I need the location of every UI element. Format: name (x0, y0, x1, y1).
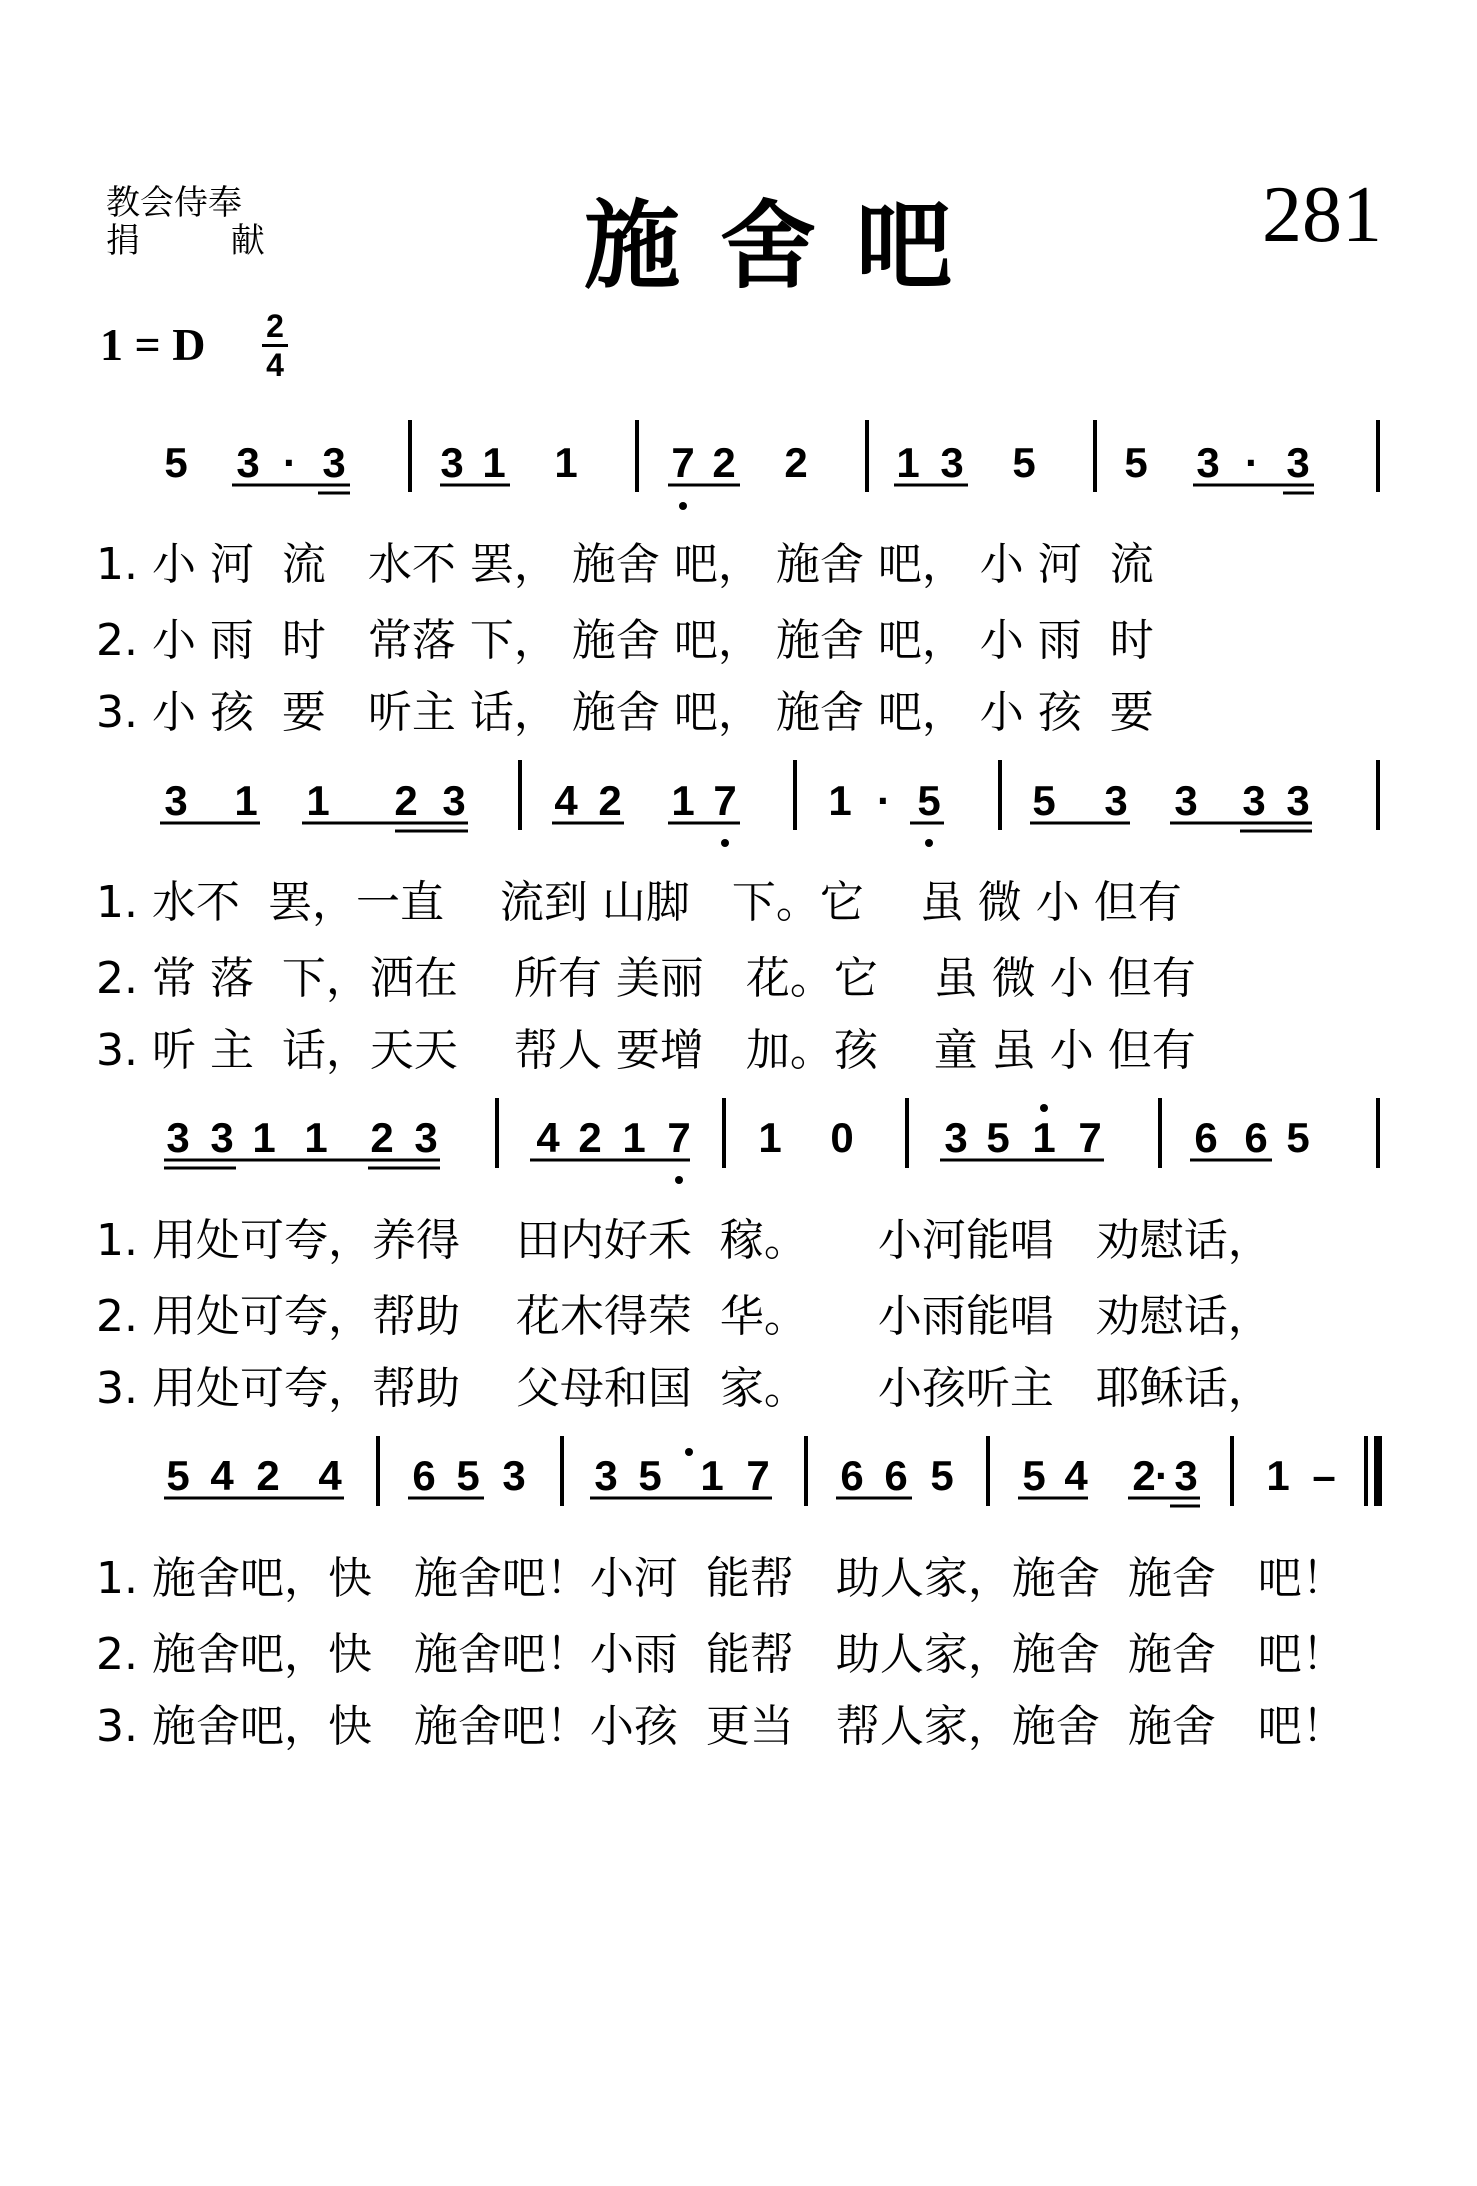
lyric-line: 1. 小 河 流 水不 罢， 施舍 吧， 施舍 吧， 小 河 流 (96, 539, 1154, 590)
svg-text:3: 3 (940, 439, 964, 486)
svg-text:1: 1 (306, 777, 330, 824)
svg-text:3: 3 (1242, 777, 1266, 824)
svg-text:1: 1 (671, 777, 695, 824)
svg-text:2: 2 (598, 777, 622, 824)
svg-text:3: 3 (322, 439, 346, 486)
svg-text:3: 3 (442, 777, 466, 824)
svg-text:7: 7 (667, 1114, 691, 1161)
svg-text:4: 4 (554, 777, 578, 824)
svg-text:6: 6 (412, 1452, 436, 1499)
svg-text:7: 7 (713, 777, 737, 824)
time-signature-top: 2 (266, 308, 284, 344)
lyric-line: 2. 小 雨 时 常落 下， 施舍 吧， 施舍 吧， 小 雨 时 (96, 615, 1154, 666)
hymn-title: 施舍吧 (584, 189, 992, 302)
svg-text:3: 3 (1196, 439, 1220, 486)
svg-text:1: 1 (234, 777, 258, 824)
svg-text:2: 2 (394, 777, 418, 824)
svg-text:2: 2 (712, 439, 736, 486)
svg-text:7: 7 (746, 1452, 770, 1499)
svg-text:5: 5 (986, 1114, 1010, 1161)
category-line-1: 教会侍奉 (106, 183, 242, 223)
svg-text:3: 3 (594, 1452, 618, 1499)
svg-text:3: 3 (166, 1114, 190, 1161)
svg-text:5: 5 (1124, 439, 1148, 486)
hymn-number: 281 (1262, 171, 1382, 259)
svg-text:3: 3 (1286, 777, 1310, 824)
svg-text:3: 3 (1174, 1452, 1198, 1499)
svg-text:5: 5 (1022, 1452, 1046, 1499)
svg-text:3: 3 (944, 1114, 968, 1161)
svg-text:1: 1 (304, 1114, 328, 1161)
svg-text:–: – (1312, 1452, 1336, 1499)
svg-text:5: 5 (930, 1452, 954, 1499)
svg-text:5: 5 (917, 777, 941, 824)
svg-text:2: 2 (578, 1114, 602, 1161)
svg-text:·: · (283, 439, 297, 486)
svg-text:1: 1 (828, 777, 852, 824)
svg-text:5: 5 (164, 439, 188, 486)
svg-text:5: 5 (456, 1452, 480, 1499)
svg-text:4: 4 (210, 1452, 234, 1499)
svg-text:6: 6 (884, 1452, 908, 1499)
svg-text:·: · (1245, 439, 1259, 486)
svg-text:3: 3 (1286, 439, 1310, 486)
svg-text:3: 3 (164, 777, 188, 824)
svg-text:5: 5 (166, 1452, 190, 1499)
svg-text:7: 7 (671, 439, 695, 486)
svg-text:3: 3 (1104, 777, 1128, 824)
svg-text:1: 1 (1032, 1114, 1056, 1161)
svg-text:1: 1 (252, 1114, 276, 1161)
svg-text:5: 5 (1286, 1114, 1310, 1161)
svg-text:2: 2 (784, 439, 808, 486)
svg-text:1: 1 (700, 1452, 724, 1499)
lyric-line: 2. 常 落 下，洒在 所有 美丽 花。它 虽 微 小 但有 (96, 953, 1196, 1004)
lyric-line: 3. 用处可夸，帮助 父母和国 家。 小孩听主 耶稣话， (96, 1363, 1272, 1414)
svg-text:·: · (1155, 1452, 1169, 1499)
svg-text:5: 5 (1012, 439, 1036, 486)
lyric-line: 3. 施舍吧，快 施舍吧！小孩 更当 帮人家，施舍 施舍 吧！ (96, 1701, 1346, 1752)
svg-text:1: 1 (622, 1114, 646, 1161)
svg-text:2: 2 (370, 1114, 394, 1161)
svg-text:7: 7 (1078, 1114, 1102, 1161)
svg-text:5: 5 (638, 1452, 662, 1499)
lyric-line: 3. 小 孩 要 听主 话， 施舍 吧， 施舍 吧， 小 孩 要 (96, 687, 1154, 738)
lyric-line: 1. 水不 罢，一直 流到 山脚 下。它 虽 微 小 但有 (96, 877, 1182, 928)
svg-text:3: 3 (1174, 777, 1198, 824)
svg-text:1: 1 (1266, 1452, 1290, 1499)
svg-text:3: 3 (414, 1114, 438, 1161)
svg-text:0: 0 (830, 1114, 854, 1161)
svg-text:6: 6 (1244, 1114, 1268, 1161)
lyric-line: 1. 施舍吧，快 施舍吧！小河 能帮 助人家，施舍 施舍 吧！ (96, 1553, 1346, 1604)
svg-text:6: 6 (840, 1452, 864, 1499)
svg-text:3: 3 (236, 439, 260, 486)
svg-text:3: 3 (440, 439, 464, 486)
svg-text:4: 4 (536, 1114, 560, 1161)
svg-text:6: 6 (1194, 1114, 1218, 1161)
svg-text:4: 4 (1064, 1452, 1088, 1499)
svg-text:2: 2 (256, 1452, 280, 1499)
svg-text:1: 1 (896, 439, 920, 486)
lyric-line: 1. 用处可夸，养得 田内好禾 稼。 小河能唱 劝慰话， (96, 1215, 1272, 1266)
svg-text:1: 1 (758, 1114, 782, 1161)
lyric-line: 2. 施舍吧，快 施舍吧！小雨 能帮 助人家，施舍 施舍 吧！ (96, 1629, 1346, 1680)
svg-text:5: 5 (1032, 777, 1056, 824)
lyric-line: 3. 听 主 话，天天 帮人 要增 加。孩 童 虽 小 但有 (96, 1025, 1196, 1076)
time-signature-bottom: 4 (266, 347, 284, 383)
svg-text:1: 1 (482, 439, 506, 486)
svg-text:2: 2 (1132, 1452, 1156, 1499)
svg-text:1: 1 (554, 439, 578, 486)
key-signature: 1 = D (100, 319, 206, 370)
category-line-2: 捐 献 (106, 221, 305, 261)
svg-text:3: 3 (210, 1114, 234, 1161)
lyric-line: 2. 用处可夸，帮助 花木得荣 华。 小雨能唱 劝慰话， (96, 1291, 1272, 1342)
svg-text:·: · (877, 777, 891, 824)
svg-text:4: 4 (318, 1452, 342, 1499)
svg-text:3: 3 (502, 1452, 526, 1499)
